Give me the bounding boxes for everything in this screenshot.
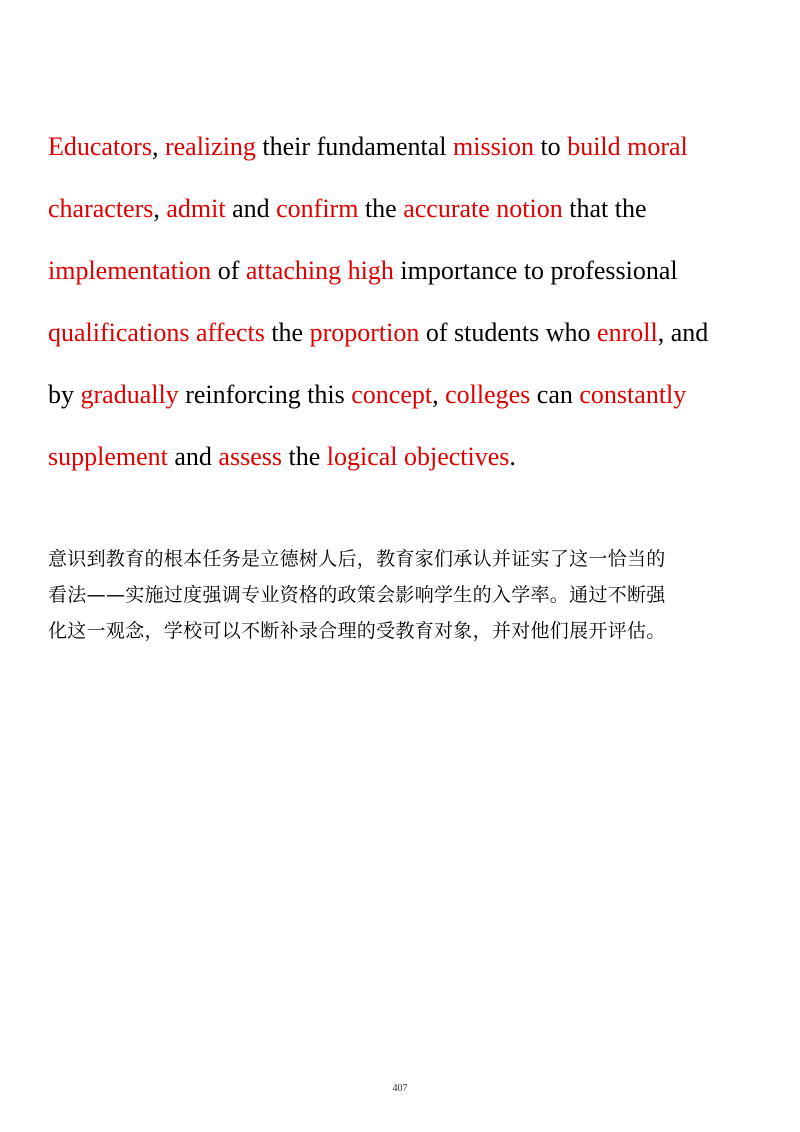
passage-text: , and <box>657 318 709 347</box>
highlighted-vocabulary: concept <box>351 380 433 409</box>
passage-text: their fundamental <box>255 132 454 161</box>
highlighted-vocabulary: confirm <box>276 194 359 223</box>
english-passage <box>48 116 758 488</box>
passage-text: the <box>281 442 327 471</box>
english-line <box>48 116 758 178</box>
highlighted-vocabulary: qualifications affects <box>48 318 265 347</box>
highlighted-vocabulary: Educators <box>48 132 152 161</box>
highlighted-vocabulary: build moral <box>567 132 688 161</box>
passage-text: that the <box>562 194 647 223</box>
english-line <box>48 302 758 364</box>
passage-text: , <box>432 380 446 409</box>
passage-text: to <box>533 132 568 161</box>
chinese-line: 化这一观念，学校可以不断补录合理的受教育对象，并对他们展开评估。 <box>48 620 666 642</box>
passage-text: of students who <box>419 318 598 347</box>
page-number: 407 <box>392 1083 408 1094</box>
highlighted-vocabulary: implementation <box>48 256 212 285</box>
passage-text: can <box>530 380 580 409</box>
highlighted-vocabulary: logical objectives <box>326 442 510 471</box>
passage-text: the <box>264 318 310 347</box>
highlighted-vocabulary: proportion <box>309 318 420 347</box>
english-line <box>48 240 758 302</box>
highlighted-vocabulary: gradually <box>80 380 179 409</box>
highlighted-vocabulary: characters <box>48 194 154 223</box>
highlighted-vocabulary: colleges <box>445 380 531 409</box>
highlighted-vocabulary: realizing <box>164 132 256 161</box>
highlighted-vocabulary: constantly <box>579 380 687 409</box>
highlighted-vocabulary: accurate notion <box>403 194 563 223</box>
passage-text: by <box>48 380 81 409</box>
passage-text: the <box>358 194 404 223</box>
passage-text: importance to professional <box>393 256 678 285</box>
highlighted-vocabulary: mission <box>453 132 534 161</box>
highlighted-vocabulary: attaching high <box>245 256 394 285</box>
passage-text: , <box>151 132 165 161</box>
chinese-line: 意识到教育的根本任务是立德树人后，教育家们承认并证实了这一恰当的 <box>48 548 666 570</box>
english-line <box>48 426 758 488</box>
passage-text: and <box>225 194 277 223</box>
highlighted-vocabulary: enroll <box>597 318 658 347</box>
passage-text: . <box>509 442 516 471</box>
english-line <box>48 178 758 240</box>
highlighted-vocabulary: assess <box>218 442 282 471</box>
passage-text: of <box>211 256 246 285</box>
passage-text: , <box>153 194 167 223</box>
passage-text: and <box>167 442 219 471</box>
highlighted-vocabulary: supplement <box>48 442 168 471</box>
chinese-line: 看法——实施过度强调专业资格的政策会影响学生的入学率。通过不断强 <box>48 584 666 606</box>
highlighted-vocabulary: admit <box>166 194 226 223</box>
chinese-translation <box>48 541 760 649</box>
passage-text: reinforcing this <box>178 380 352 409</box>
english-line <box>48 364 758 426</box>
